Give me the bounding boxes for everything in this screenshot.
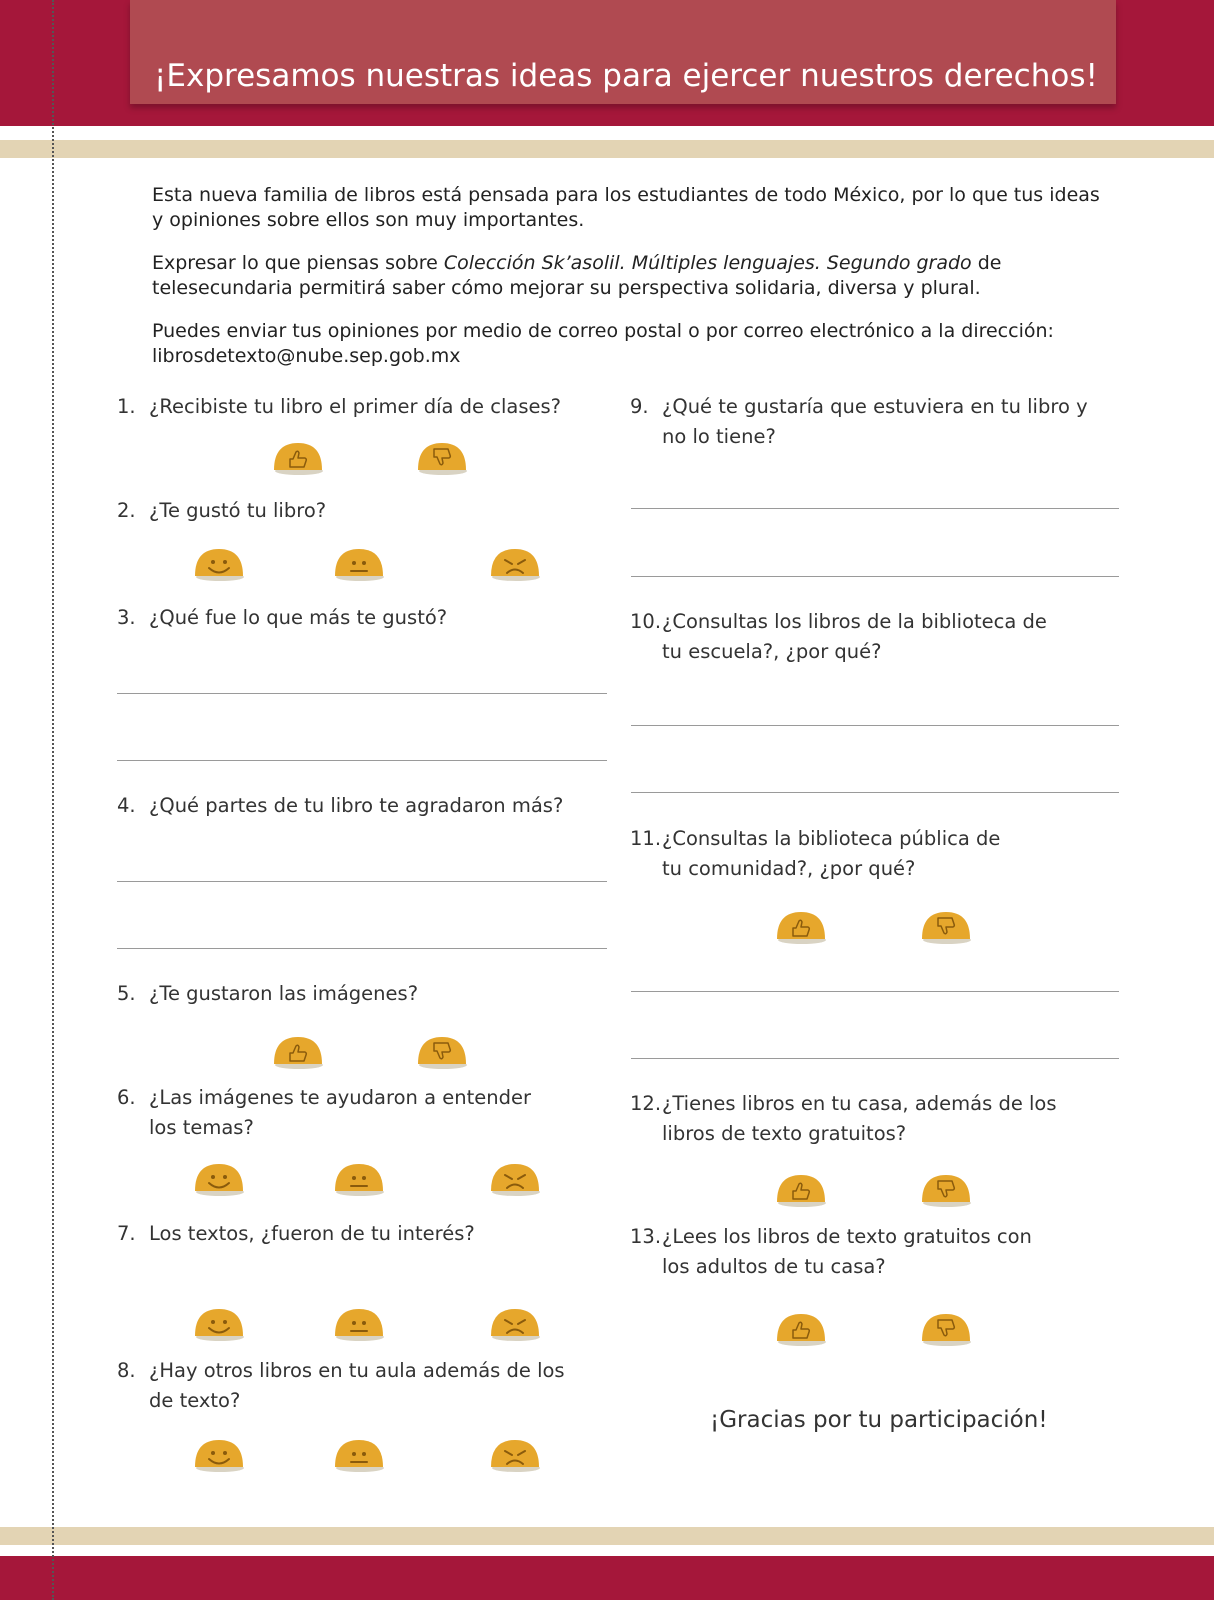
intro-text-3: Puedes enviar tus opiniones por medio de correo postal o por correo electrónico a la dirección: (152, 320, 1054, 342)
angry-face-icon[interactable] (489, 1161, 541, 1197)
angry-face-icon[interactable] (489, 1306, 541, 1342)
thumbs-down-icon[interactable] (920, 1172, 972, 1208)
question-number: 4. (117, 794, 136, 817)
happy-face-icon[interactable] (193, 1306, 245, 1342)
title-box (130, 0, 1116, 104)
answer-line[interactable] (631, 576, 1119, 577)
answer-line[interactable] (117, 760, 607, 761)
happy-face-icon[interactable] (193, 546, 245, 582)
question-number: 6. (117, 1086, 136, 1109)
question-number: 2. (117, 499, 136, 522)
question-number: 1. (117, 395, 136, 418)
answer-line[interactable] (631, 792, 1119, 793)
answer-line[interactable] (631, 725, 1119, 726)
angry-face-icon[interactable] (489, 1437, 541, 1473)
question-number: 8. (117, 1359, 136, 1382)
neutral-face-icon[interactable] (333, 1437, 385, 1473)
neutral-face-icon[interactable] (333, 546, 385, 582)
question-number: 10. (630, 610, 662, 633)
page-title: ¡Expresamos nuestras ideas para ejercer nuestros derechos! (154, 58, 1098, 94)
question-text: ¿Tienes libros en tu casa, además de los libros de texto gratuitos? (662, 1092, 1057, 1145)
answer-line[interactable] (117, 948, 607, 949)
thumbs-up-icon[interactable] (272, 1034, 324, 1070)
intro-text-2 (152, 251, 1102, 301)
thumbs-up-icon[interactable] (272, 440, 324, 476)
question-text: ¿Consultas la biblioteca pública de tu comunidad?, ¿por qué? (662, 827, 1001, 880)
question-number: 5. (117, 982, 136, 1005)
question-text: ¿Te gustó tu libro? (149, 499, 327, 522)
thumbs-up-icon[interactable] (775, 1311, 827, 1347)
intro-paragraph-3 (152, 319, 1102, 369)
question-number: 13. (630, 1225, 662, 1248)
intro-text-2-end: de telesecundaria permitirá saber cómo mejorar su perspectiva solidaria, diversa y plural. (152, 252, 1002, 299)
answer-line[interactable] (631, 991, 1119, 992)
happy-face-icon[interactable] (193, 1161, 245, 1197)
top-stripe (0, 140, 1214, 158)
contact-email: librosdetexto@nube.sep.gob.mx (152, 345, 461, 367)
thumbs-up-icon[interactable] (775, 909, 827, 945)
intro-text-2-start: Expresar lo que piensas sobre (152, 252, 444, 274)
neutral-face-icon[interactable] (333, 1161, 385, 1197)
question-number: 7. (117, 1222, 136, 1245)
thumbs-down-icon[interactable] (920, 909, 972, 945)
question-number: 9. (630, 395, 649, 418)
answer-line[interactable] (631, 508, 1119, 509)
question-text: ¿Qué te gustaría que estuviera en tu libro y no lo tiene? (662, 395, 1088, 448)
answer-line[interactable] (117, 693, 607, 694)
footer-band (0, 1556, 1214, 1600)
answer-line[interactable] (631, 1058, 1119, 1059)
question-number: 12. (630, 1092, 662, 1115)
question-text: ¿Qué partes de tu libro te agradaron más? (149, 794, 564, 817)
question-text: Los textos, ¿fueron de tu interés? (149, 1222, 475, 1245)
thumbs-down-icon[interactable] (416, 440, 468, 476)
angry-face-icon[interactable] (489, 546, 541, 582)
book-title: Colección Sk’asolil. Múltiples lenguajes. Segundo grado (443, 252, 972, 274)
question-number: 3. (117, 606, 136, 629)
thank-you-message: ¡Gracias por tu participación! (710, 1407, 1048, 1433)
question-text: ¿Lees los libros de texto gratuitos con los adultos de tu casa? (662, 1225, 1032, 1278)
intro-text-1: Esta nueva familia de libros está pensada para los estudiantes de todo México, por lo que tus ideas y opiniones sobre ellos son muy importantes. (152, 184, 1100, 231)
question-text: ¿Las imágenes te ayudaron a entender los temas? (149, 1086, 531, 1139)
answer-line[interactable] (117, 881, 607, 882)
thumbs-down-icon[interactable] (920, 1311, 972, 1347)
question-number: 11. (630, 827, 662, 850)
happy-face-icon[interactable] (193, 1437, 245, 1473)
question-text: ¿Consultas los libros de la biblioteca de tu escuela?, ¿por qué? (662, 610, 1047, 663)
intro-paragraph-1 (152, 183, 1102, 233)
neutral-face-icon[interactable] (333, 1306, 385, 1342)
question-text: ¿Te gustaron las imágenes? (149, 982, 419, 1005)
question-text: ¿Recibiste tu libro el primer día de clases? (149, 395, 561, 418)
cut-line (52, 0, 54, 1600)
intro-paragraph-2 (152, 251, 1102, 301)
thumbs-down-icon[interactable] (416, 1034, 468, 1070)
bottom-stripe (0, 1527, 1214, 1545)
thumbs-up-icon[interactable] (775, 1172, 827, 1208)
question-text: ¿Qué fue lo que más te gustó? (149, 606, 448, 629)
question-text: ¿Hay otros libros en tu aula además de los de texto? (149, 1359, 565, 1412)
